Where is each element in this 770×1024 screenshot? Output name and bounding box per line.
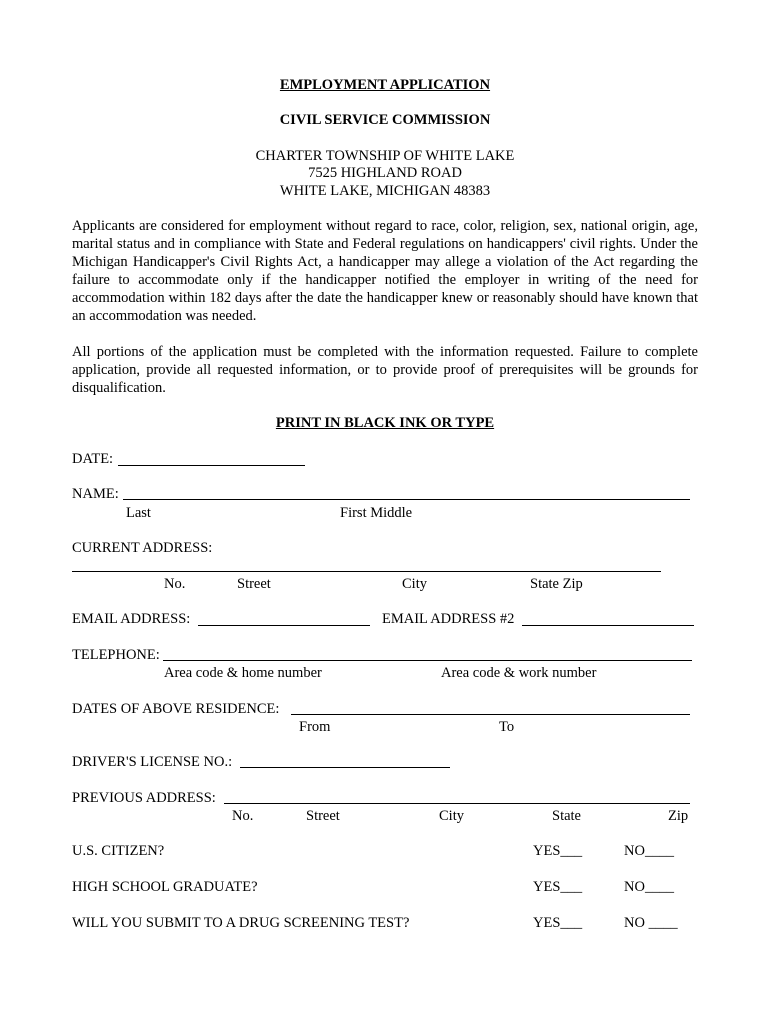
eeo-paragraph: Applicants are considered for employment without regard to race, color, religion, sex, national origin, age, marital status and in compliance with State and Federal regulations on handicappers' civil rights. Under the Michigan Handicapper's Civil Rights Act, a handicapper may allege a violation of the Act regarding the failure to accommodate only if the handicapper notified the employer in writing of the need for accommodation within 182 days after the date the handicapper knew or reasonably should have known that an accommodation was needed. bbox=[72, 218, 698, 324]
previous-address-field[interactable] bbox=[224, 803, 690, 804]
dates-residence-label: DATES OF ABOVE RESIDENCE: bbox=[72, 701, 280, 717]
prev-city-caption: City bbox=[439, 808, 464, 824]
addr-state-zip-caption: State Zip bbox=[530, 576, 583, 592]
question-yes-option[interactable]: YES___ bbox=[533, 879, 583, 895]
previous-address-label: PREVIOUS ADDRESS: bbox=[72, 790, 216, 806]
prev-zip-caption: Zip bbox=[668, 808, 689, 824]
current-address-field[interactable] bbox=[72, 571, 661, 572]
res-to-caption: To bbox=[499, 719, 515, 735]
email-label: EMAIL ADDRESS: bbox=[72, 611, 191, 627]
question-no-option[interactable]: NO____ bbox=[624, 879, 674, 895]
question-label: HIGH SCHOOL GRADUATE? bbox=[72, 879, 258, 895]
telephone-label: TELEPHONE: bbox=[72, 647, 160, 663]
email2-field[interactable] bbox=[522, 625, 694, 626]
address-line-2: 7525 HIGHLAND ROAD bbox=[308, 165, 462, 181]
question-no-option[interactable]: NO____ bbox=[624, 843, 674, 859]
dates-residence-field[interactable] bbox=[291, 714, 690, 715]
drivers-license-field[interactable] bbox=[240, 767, 450, 768]
email-field[interactable] bbox=[198, 625, 370, 626]
question-label: WILL YOU SUBMIT TO A DRUG SCREENING TEST? bbox=[72, 915, 410, 931]
email2-label: EMAIL ADDRESS #2 bbox=[382, 611, 515, 627]
address-line-3: WHITE LAKE, MICHIGAN 48383 bbox=[279, 183, 491, 199]
prev-street-caption: Street bbox=[306, 808, 340, 824]
question-label: U.S. CITIZEN? bbox=[72, 843, 165, 859]
name-field[interactable] bbox=[123, 499, 690, 500]
addr-city-caption: City bbox=[402, 576, 427, 592]
name-label: NAME: bbox=[72, 486, 119, 502]
form-title: EMPLOYMENT APPLICATION bbox=[279, 77, 491, 93]
form-subtitle: CIVIL SERVICE COMMISSION bbox=[279, 112, 491, 128]
name-first-middle-caption: First Middle bbox=[340, 505, 413, 521]
date-label: DATE: bbox=[72, 451, 114, 467]
current-address-label: CURRENT ADDRESS: bbox=[72, 540, 213, 556]
date-field[interactable] bbox=[118, 465, 305, 466]
tel-work-caption: Area code & work number bbox=[441, 665, 597, 681]
telephone-field[interactable] bbox=[163, 660, 692, 661]
name-last-caption: Last bbox=[126, 505, 151, 521]
question-yes-option[interactable]: YES___ bbox=[533, 843, 583, 859]
prev-state-caption: State bbox=[552, 808, 581, 824]
question-no-option[interactable]: NO ____ bbox=[624, 915, 678, 931]
address-line-1: CHARTER TOWNSHIP OF WHITE LAKE bbox=[255, 148, 515, 164]
res-from-caption: From bbox=[299, 719, 331, 735]
tel-home-caption: Area code & home number bbox=[164, 665, 322, 681]
instruction-heading: PRINT IN BLACK INK OR TYPE bbox=[275, 415, 495, 431]
completion-paragraph: All portions of the application must be completed with the information requested. Failure to complete application, provide all requested information, or to provide proof of prerequisites will be grounds for disqualification. bbox=[72, 344, 698, 396]
addr-no-caption: No. bbox=[164, 576, 186, 592]
addr-street-caption: Street bbox=[237, 576, 271, 592]
drivers-license-label: DRIVER'S LICENSE NO.: bbox=[72, 754, 233, 770]
question-yes-option[interactable]: YES___ bbox=[533, 915, 583, 931]
prev-no-caption: No. bbox=[232, 808, 254, 824]
